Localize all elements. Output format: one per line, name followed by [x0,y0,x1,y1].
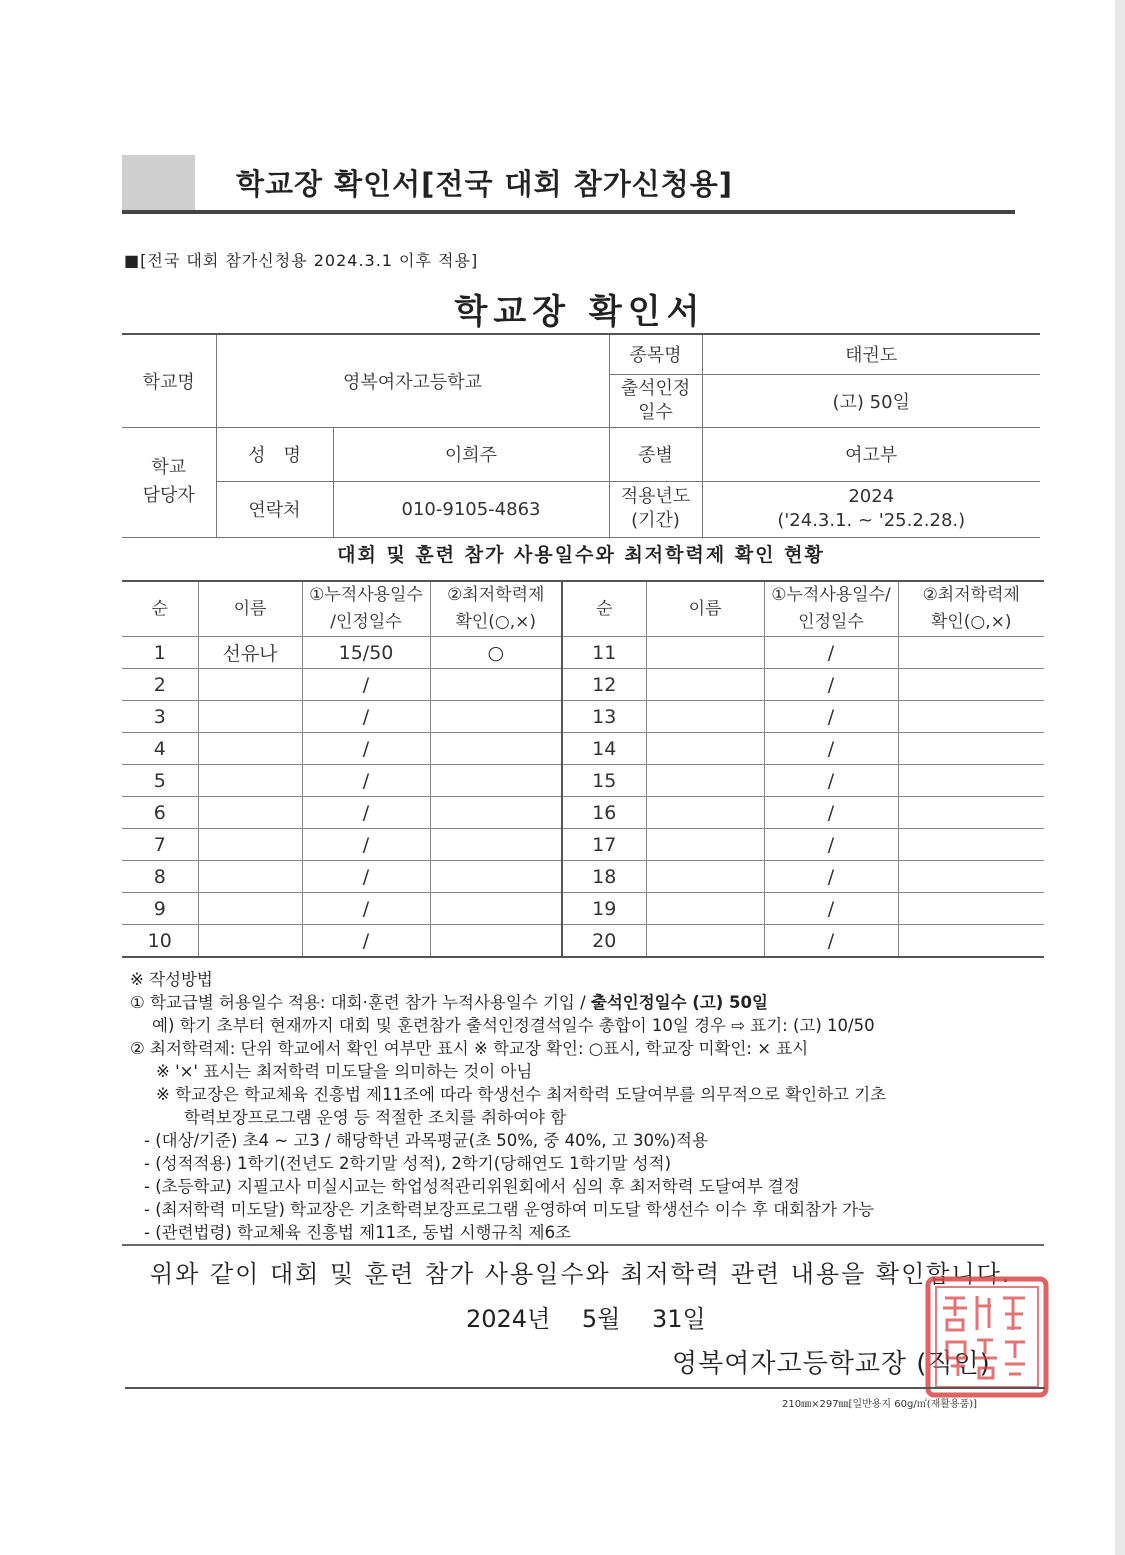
row-no: 3 [122,701,198,733]
contact-name-label: 성 명 [216,427,333,481]
footer-rule [125,1387,1045,1389]
date-month: 5월 [581,1305,621,1333]
instructions-rule [122,1244,1044,1246]
row-days: / [764,637,898,669]
instruction-bullet: - (초등학교) 지필고사 미실시교는 학업성적관리위원회에서 심의 후 최저학력 도달여부 결정 [144,1177,800,1196]
row-name [646,733,764,765]
year-label: 적용년도 (기간) [609,481,702,537]
row-no: 6 [122,797,198,829]
instruction-bullet: - (대상/기준) 초4 ~ 고3 / 해당학년 과목평균(초 50%, 중 40%, 고 30%)적용 [144,1131,708,1150]
row-academic [430,829,562,861]
row-name [646,893,764,925]
row-days: / [764,765,898,797]
signature-date [466,1299,730,1334]
row-name [646,701,764,733]
header-no: 순 [122,581,198,637]
row-academic [430,669,562,701]
form-title: 학교장 확인서 [454,292,706,332]
row-no: 15 [562,765,646,797]
row-name [646,925,764,958]
table-row [122,797,1044,829]
row-name [646,669,764,701]
row-no: 13 [562,701,646,733]
row-days: / [302,669,430,701]
row-days: / [764,829,898,861]
table-row [122,925,1044,958]
row-name [198,861,302,893]
instruction-item-2: ② 최저학력제: 단위 학교에서 확인 여부만 표시 ※ 학교장 확인: ○표시, 학교장 미확인: × 표시 [130,1039,809,1058]
principal-signature: 영복여자고등학교장 (직인) [672,1349,991,1379]
header-name-2: 이름 [646,581,764,637]
row-days: / [302,861,430,893]
row-no: 11 [562,637,646,669]
row-days: / [302,765,430,797]
row-academic [430,925,562,958]
row-academic [898,637,1044,669]
row-name [646,637,764,669]
row-academic [430,701,562,733]
row-name [646,797,764,829]
roster-section-title: 대회 및 훈련 참가 사용일수와 최저학력제 확인 현황 [337,544,825,566]
school-name-value: 영복여자고등학교 [216,334,609,427]
header-no-2: 순 [562,581,646,637]
year-cell [702,481,1040,537]
row-days: / [302,829,430,861]
table-row [122,637,1044,669]
table-row [122,669,1044,701]
row-name [198,669,302,701]
header-academic: ②최저학력제 확인(○,×) [430,581,562,637]
row-academic [898,925,1044,958]
row-no: 12 [562,669,646,701]
row-days: / [302,701,430,733]
row-name [198,765,302,797]
year-value: 2024 [848,486,895,507]
instruction-item-2-note-2-cont: 학력보장프로그램 운영 등 적절한 조치를 취하여야 함 [184,1108,567,1127]
instruction-bullet: - (성적적용) 1학기(전년도 2학기말 성적), 2학기(당해연도 1학기말 성적) [144,1154,672,1173]
paper-spec: 210㎜×297㎜[일반용지 60g/㎡(재활용품)] [782,1399,978,1410]
table-row [122,733,1044,765]
row-name [198,893,302,925]
row-name [198,733,302,765]
instruction-item-1-text: ① 학교급별 허용일수 적용: 대회·훈련 참가 누적사용일수 기입 / [130,993,591,1012]
row-academic [430,893,562,925]
row-name [646,861,764,893]
row-academic [898,669,1044,701]
row-days: / [764,733,898,765]
instructions-heading: ※ 작성방법 [130,970,213,989]
division-label: 종별 [609,427,702,481]
row-academic [898,797,1044,829]
date-year: 2024년 [466,1305,551,1333]
header-academic-2: ②최저학력제 확인(○,×) [898,581,1044,637]
table-row [122,701,1044,733]
instruction-bullet: - (최저학력 미도달) 학교장은 기초학력보장프로그램 운영하여 미도달 학생선수 이수 후 대회참가 가능 [144,1200,875,1219]
row-days: / [302,925,430,958]
row-no: 4 [122,733,198,765]
contact-group-label: 학교 담당자 [122,427,216,537]
row-name [198,701,302,733]
row-name [198,797,302,829]
row-academic [898,765,1044,797]
school-info-table [122,333,1040,538]
table-row [122,765,1044,797]
row-no: 2 [122,669,198,701]
attendance-days-value: (고) 50일 [702,374,1040,427]
document-header-title: 학교장 확인서[전국 대회 참가신청용] [236,167,734,201]
row-no: 8 [122,861,198,893]
contact-phone-value: 010-9105-4863 [333,481,609,537]
row-academic [898,893,1044,925]
instruction-item-1-bold: 출석인정일수 (고) 50일 [590,993,768,1012]
row-days: / [764,701,898,733]
instruction-item-1-example: 예) 학기 초부터 현재까지 대회 및 훈련참가 출석인정결석일수 총합이 10일 경우 ⇨ 표기: (고) 10/50 [152,1016,875,1035]
page-edge-shadow [1115,0,1125,1555]
sport-value: 태권도 [702,334,1040,374]
row-academic [898,733,1044,765]
row-days: / [302,893,430,925]
contact-phone-label: 연락처 [216,481,333,537]
row-no: 9 [122,893,198,925]
row-days: / [302,797,430,829]
row-name [646,829,764,861]
row-name: 선유나 [198,637,302,669]
row-days: / [302,733,430,765]
header-days-2: ①누적사용일수/ 인정일수 [764,581,898,637]
row-days: 15/50 [302,637,430,669]
row-no: 1 [122,637,198,669]
row-days: / [764,669,898,701]
row-name [646,765,764,797]
header-rule [122,210,1015,214]
row-academic [430,765,562,797]
sport-label: 종목명 [609,334,702,374]
row-no: 10 [122,925,198,958]
row-name [198,925,302,958]
row-academic [430,733,562,765]
application-note: ■[전국 대회 참가신청용 2024.3.1 이후 적용] [124,251,479,270]
row-no: 19 [562,893,646,925]
row-days: / [764,797,898,829]
row-academic [430,797,562,829]
header-name: 이름 [198,581,302,637]
row-days: / [764,893,898,925]
confirmation-statement: 위와 같이 대회 및 훈련 참가 사용일수와 최저학력 관련 내용을 확인합니다. [150,1260,1012,1288]
date-day: 31일 [652,1305,706,1333]
row-name [198,829,302,861]
year-period: ('24.3.1. ~ '25.2.28.) [777,510,966,531]
header-gray-block [122,155,195,211]
instruction-item-2-note-2: ※ 학교장은 학교체육 진흥법 제11조에 따라 학생선수 최저학력 도달여부를 의무적으로 확인하고 기초 [156,1085,887,1104]
row-academic [898,861,1044,893]
contact-name-value: 이희주 [333,427,609,481]
table-row [122,829,1044,861]
row-days: / [764,925,898,958]
row-no: 14 [562,733,646,765]
row-no: 7 [122,829,198,861]
row-academic [898,701,1044,733]
row-academic [898,829,1044,861]
attendance-days-label: 출석인정 일수 [609,374,702,427]
instruction-item-1 [130,991,1050,1014]
row-days: / [764,861,898,893]
row-no: 17 [562,829,646,861]
header-days: ①누적사용일수 /인정일수 [302,581,430,637]
instruction-item-2-note-1: ※ '×' 표시는 최저학력 미도달을 의미하는 것이 아님 [156,1062,533,1081]
row-no: 20 [562,925,646,958]
school-name-label: 학교명 [122,334,216,427]
row-no: 16 [562,797,646,829]
row-no: 18 [562,861,646,893]
instructions-block [130,968,1050,1244]
division-value: 여고부 [702,427,1040,481]
official-seal-stamp [925,1276,1049,1398]
row-academic: ○ [430,637,562,669]
row-no: 5 [122,765,198,797]
row-academic [430,861,562,893]
table-row [122,861,1044,893]
roster-table [122,580,1044,958]
instruction-bullet: - (관련법령) 학교체육 진흥법 제11조, 동법 시행규칙 제6조 [144,1223,571,1242]
table-row [122,893,1044,925]
